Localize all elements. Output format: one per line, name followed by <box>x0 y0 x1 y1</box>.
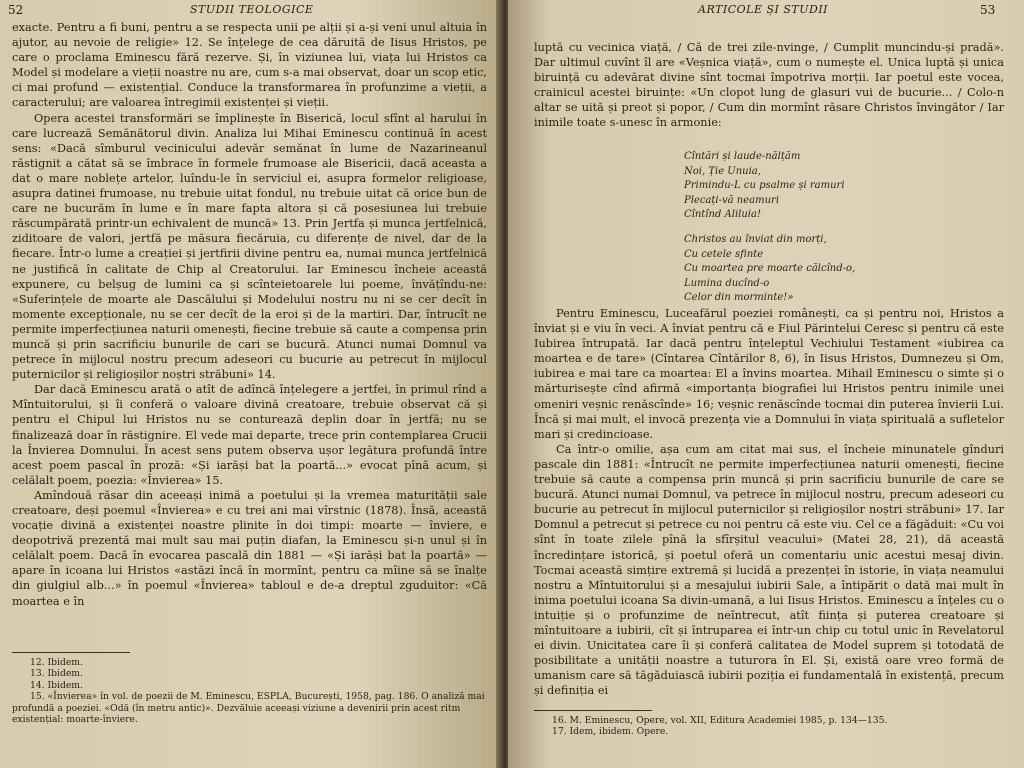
poem-line: Celor din morminte!» <box>684 292 794 304</box>
left-page <box>0 0 500 768</box>
right-footnotes <box>534 710 1004 738</box>
right-body-text <box>534 306 1004 698</box>
left-paragraph: Amîndouă răsar din aceeași inimă a poetului și la vremea maturității sale creatoare, deși poemul «Învierea» e cu trei ani mai vîrstnic (1878). Însă, această vocație divină a existenței noastre plinite în doi timpi: moarte — înviere, e deopotrivă prezentă mai mult sau mai puțin diafan, la Eminescu și-n unul și în celălalt poem. Dacă în evocarea pascală din 1881 — «Și iarăși bat la poartă» — apare în icoana lui Hristos «astăzi încă în mormînt, pentru ca mîine să se înalțe din giulgiul alb...» în poemul «Învierea» tabloul e de-a dreptul zguduitor: «Că moartea e în <box>12 488 487 608</box>
poem-line: Cu moartea pre moarte călcînd-o, <box>684 263 856 275</box>
poem-line: Noi, Ție Unuia, <box>684 165 761 177</box>
footnote: 13. Ibidem. <box>30 668 83 680</box>
left-footnotes <box>12 652 487 725</box>
right-paragraph: Pentru Eminescu, Luceafărul poeziei românești, ca și pentru noi, Hristos a înviat și e viu în veci. A înviat pentru că e Fiul Părintelui Ceresc și pentru că este Iubirea întrupată. Iar dacă pentru înțeleptul Vechiului Testament «iubirea ca moartea e de tare» (Cîntarea Cîntărilor 8, 6), în Iisus Hristos, Dumnezeu și Om, iubirea e mai tare ca moartea: El a învins moartea. Mihail Eminescu o simte și o mărturisește cînd afirmă «importanța biografiei lui Hristos pentru inimile unei omeniri veșnic renăscînde» 16; veșnic renăscînde tocmai din puterea învierii Lui. Încă și mai mult, el invocă prezența vie a Domnului în viața spirituală a sufletelor mari și credincioase. <box>534 307 1004 441</box>
footnote-rule <box>12 652 130 653</box>
left-running-header: STUDII TEOLOGICE <box>190 3 314 16</box>
left-page-number: 52 <box>8 3 24 17</box>
poem-line: Cu cetele sfinte <box>684 248 764 260</box>
footnote: 14. Ibidem. <box>30 679 83 691</box>
left-body-text <box>12 20 487 609</box>
poem-stanza <box>684 233 984 306</box>
right-page-number: 53 <box>980 3 996 17</box>
footnote: 15. «Învierea» în vol. de poezii de M. Eminescu, ESPLA, București, 1958, pag. 186. O analiză mai profundă a poeziei. «Odă (în metru antic)». Dezvăluie aceeași viziune a devenirii prin acest ritm existențial: moarte-înviere. <box>12 691 485 726</box>
left-paragraph: Dar dacă Eminescu arată o atît de adîncă înțelegere a jertfei, în primul rînd a Mîntuitorului, și îi conferă o valoare divină creatoare, trebuie observat că și pentru el Chipul lui Hristos nu se conturează deplin doar în jertfă; nu se finalizează doar în răstignire. El vede mai departe, trece prin contemplarea Crucii la Învierea Domnului. În acest sens putem observa ușor legătura profundă între acest poem pascal în proză: «Și iarăși bat la poartă...» evocat pînă acum, și celălalt poem, poezia: «Învierea» 15. <box>12 383 487 487</box>
right-page <box>508 0 1024 768</box>
footnote: 16. M. Eminescu, Opere, vol. XII, Editura Academiei 1985, p. 134—135. <box>552 715 888 726</box>
poem-line: Plecați-vă neamuri <box>684 194 780 206</box>
poem-line: Primindu-L cu psalme și ramuri <box>684 180 845 192</box>
footnote: 12. Ibidem. <box>30 657 83 668</box>
poem-line: Lumina ducînd-o <box>684 277 770 289</box>
poem-line: Christos au înviat din morți, <box>684 233 827 245</box>
poem-line: Cîntînd Aliluia! <box>684 209 761 221</box>
left-paragraph: exacte. Pentru a fi buni, pentru a se respecta unii pe alții și a-și veni unul altuia în ajutor, au nevoie de religie» 12. Se înțelege de cea dăruită de Iisus Hristos, pe care o proclama Eminescu fără rezerve. Și, în viziunea lui, viața lui Hristos ca Model și modelare a vieții noastre nu are, cum s-a mai observat, doar un scop etic, ci mai profund — existențial. Conduce la transformarea în profunzime a vieții, a caracterului; are valoarea întregimii existenței și vieții. <box>12 21 487 110</box>
footnote: 17. Idem, ibidem. Opere. <box>552 726 669 738</box>
right-paragraph: luptă cu vecinica viață, / Că de trei zile-nvinge, / Cumplit muncindu-și pradă». Dar ultimul cuvînt îl are «Veșnica viață», cum o numește el. Unica luptă și unica biruință cu adevărat divine sînt tocmai împotriva morții. Iar poetul este vocea, crainicul acestei biruințe: «Un clopot lung de glasuri vui de bucurie... / Colo-n altar se uită și preot și popor, / Cum din mormînt răsare Christos învingător / Iar inimile toate s-unesc în armonie: <box>534 41 1004 130</box>
poem-stanza <box>684 150 984 223</box>
footnote-rule <box>534 710 652 711</box>
poem-line: Cîntări și laude-nălțăm <box>684 151 801 162</box>
left-paragraph: Opera acestei transformări se împlinește în Biserică, locul sfînt al harului în care lucrează Semănătorul divin. Analiza lui Mihai Eminescu continuă în acest sens: «Dacă sîmburul vecinicului adevăr semănat în lume de Nazarineanul răstignit a cătat să se îmbrace în formele frumoase ale Bisericii, dacă aceasta a dat o mare noblețe artelor, luîndu-le în serviciul ei, asupra formelor religioase, asupra datinei frumoase, nu trebuie uitat fondul, nu trebuie uitat că orice bun de care ne bucurăm în lume e în mare fapta altora și că posesiunea lui trebuie răscumpărată printr-un echivalent de muncă» 13. Prin Jertfa și munca jertfelnică, ziditoare de valori, jertfă pe măsura fiecăruia, cu diferențe de nivel, dar de la fiecare. Într-o lume a creației și jertfirii divine pentru ea, numai munca jertfelnică ne justifică în calitate de Chip al Creatorului. Iar Eminescu încheie această expunere, cu belșug de lumini ca și scînteietoarele lui poeme, învățîndu-ne: «Suferințele de moarte ale Dascălului și Modelului nostru nu ni se cer decît în momente excepționale, nu se cer decît de la eroi și de la martiri. Dar, întrucît ne permite imperfecțiunea naturii omenești, fiecine trebuie să caute a compensa prin muncă și prin sacrificiu bunurile de cari se bucură. Atunci numai Domnul va petrece în mijlocul nostru precum adeseori cu bucurie au petrecut în mijlocul puternicilor și religioșilor noștri străbuni» 14. <box>12 111 487 382</box>
right-intro-text <box>534 40 1004 131</box>
right-paragraph: Ca într-o omilie, așa cum am citat mai sus, el încheie minunatele gînduri pascale din 1881: «Întrucît ne permite imperfecțiunea naturii omenești, fiecine trebuie să caute a compensa prin muncă și prin sacrificiu bunurile de care se bucură. Atunci numai Domnul, va petrece în mijlocul nostru, precum adeseori cu bucurie au petrecut în mijlocul puternicilor și religioșilor noștri străbuni» 17. Iar Domnul a petrecut și petrece cu noi pentru că este viu. Cel ce a făgăduit: «Cu voi sînt în toate zilele pînă la sfîrșitul veacului» (Matei 28, 21), dă această încredințare istorică, și poetul oferă un comentariu unic acestui mesaj divin. Tocmai această simțire extremă și lucidă a prezenței în istorie, în viața neamului nostru a Mîntuitorului și a mesajului iubirii Sale, a întipărit o dată mai mult în inima poetului icoana Sa divin-umană, a lui Iisus Hristos. Eminescu a înțeles cu o intuiție și o profunzime de neîntrecut, atît ființa și puterea creatoare și mîntuitoare a iubirii, cît și întruparea ei într-un chip cu totul unic în Revelatorul ei divin. Unicitatea care îi și conferă calitatea de Model suprem și totodată de posibilitate a unității noastre a tuturora în El. Și, există oare vreo formă de umanism care să tăgăduiască iubirii poziția ei fundamentală în existență, precum și definiția ei <box>534 442 1004 698</box>
poem-quote <box>684 150 984 316</box>
right-running-header: ARTICOLE ȘI STUDII <box>698 3 829 16</box>
